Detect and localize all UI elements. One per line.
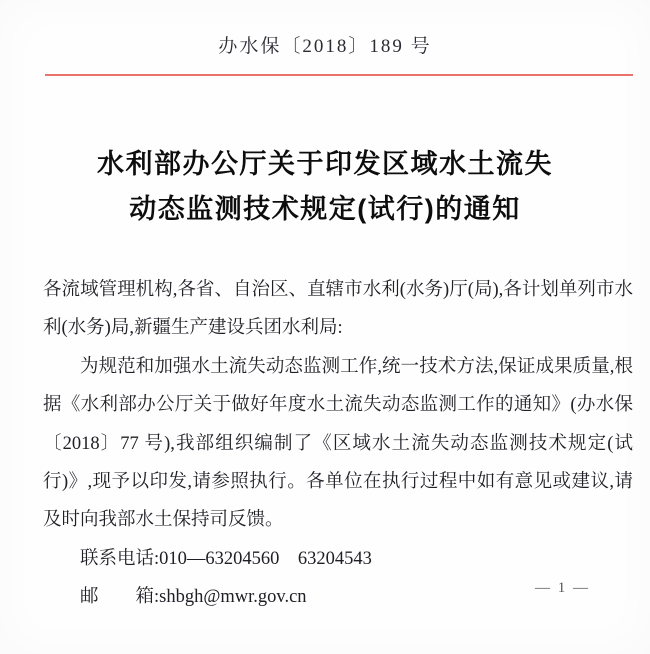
main-paragraph: 为规范和加强水土流失动态监测工作,统一技术方法,保证成果质量,根据《水利部办公厅关于做好年度水土流失动态监测工作的通知》(办水保〔2018〕77 号),我部组织编制了《区域水土流失动态监测技术规定(试行)》,现予以印发,请参照执行。各单位在执行过程中如有意见或建议,请及时向我部水土保持司反馈。 bbox=[43, 356, 633, 531]
header-divider-rule bbox=[45, 74, 633, 76]
contact-phone-value: 010—63204560 63204543 bbox=[159, 548, 372, 569]
title-line-1: 水利部办公厅关于印发区域水土流失 bbox=[97, 149, 553, 179]
addressee-paragraph: 各流域管理机构,各省、自治区、直辖市水利(水务)厅(局),各计划单列市水利(水务)局,新疆生产建设兵团水利局: bbox=[43, 280, 633, 339]
document-title bbox=[40, 142, 610, 232]
doc-number: 办水保〔2018〕189 号 bbox=[218, 36, 432, 57]
contact-email-label: 邮 箱: bbox=[80, 587, 160, 608]
contact-phone-line bbox=[43, 540, 633, 578]
document-body bbox=[43, 271, 633, 617]
page-number: — 1 — bbox=[535, 580, 590, 596]
title-line-2: 动态监测技术规定(试行)的通知 bbox=[129, 194, 521, 224]
contact-email-value: shbgh@mwr.gov.cn bbox=[159, 587, 307, 608]
contact-phone-label: 联系电话: bbox=[80, 548, 160, 569]
